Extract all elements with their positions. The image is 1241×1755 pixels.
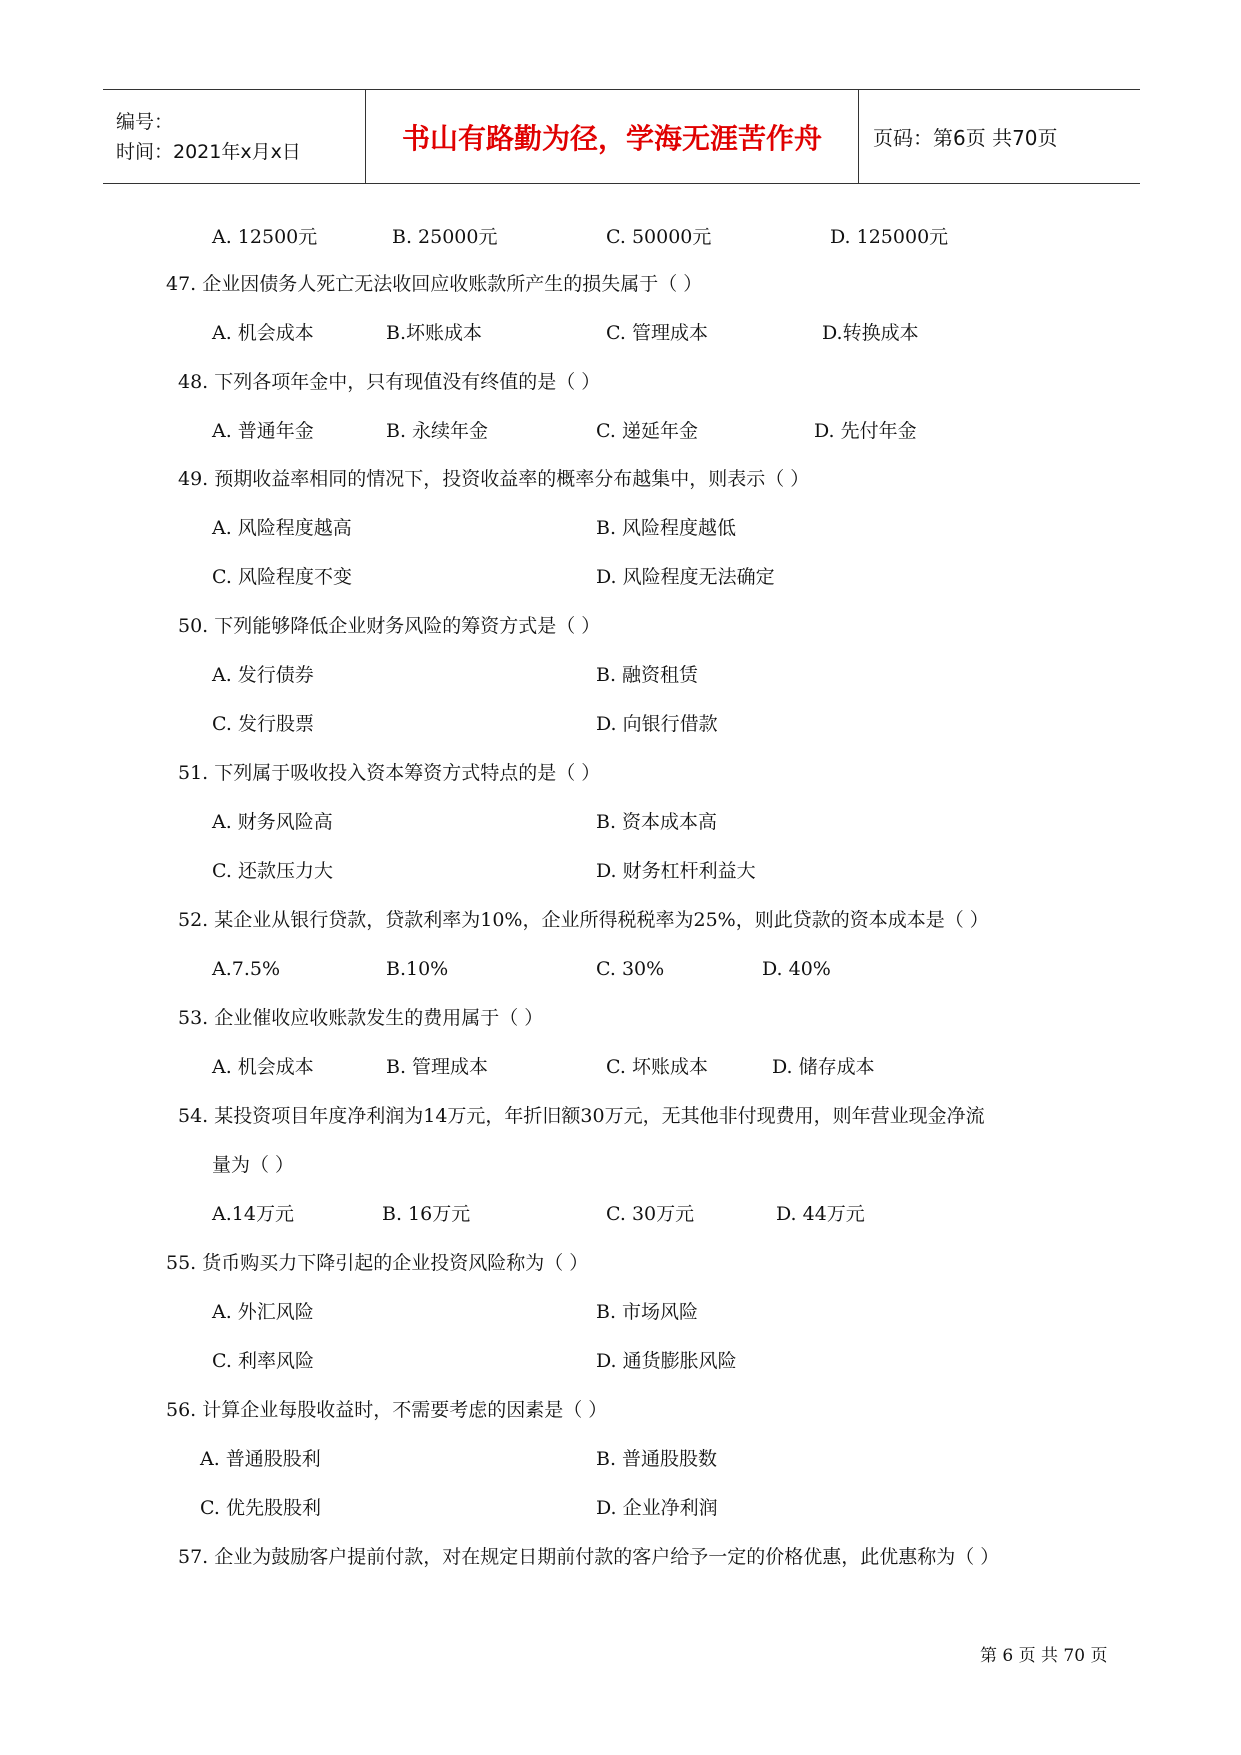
q47-option-c: C. 管理成本 bbox=[606, 322, 708, 344]
q46-option-b: B. 25000元 bbox=[392, 226, 498, 248]
q52-option-b: B.10% bbox=[386, 958, 449, 980]
q48-option-d: D. 先付年金 bbox=[814, 420, 917, 442]
q50-option-d: D. 向银行借款 bbox=[596, 713, 718, 735]
q46-option-c: C. 50000元 bbox=[606, 226, 712, 248]
q46-option-a: A. 12500元 bbox=[212, 226, 318, 248]
q54-stem-continued: 量为（ ） bbox=[212, 1154, 295, 1176]
q46-option-d: D. 125000元 bbox=[830, 226, 949, 248]
q56-option-b: B. 普通股股数 bbox=[596, 1448, 718, 1470]
q47-option-b: B.坏账成本 bbox=[386, 322, 483, 344]
q55-stem: 55. 货币购买力下降引起的企业投资风险称为（ ） bbox=[166, 1252, 589, 1274]
q49-option-d: D. 风险程度无法确定 bbox=[596, 566, 775, 588]
q51-option-b: B. 资本成本高 bbox=[596, 811, 718, 833]
q48-option-b: B. 永续年金 bbox=[386, 420, 489, 442]
q55-option-c: C. 利率风险 bbox=[212, 1350, 314, 1372]
header-meta bbox=[103, 90, 366, 183]
q50-option-b: B. 融资租赁 bbox=[596, 664, 699, 686]
q49-option-a: A. 风险程度越高 bbox=[212, 517, 352, 539]
q48-stem: 48. 下列各项年金中，只有现值没有终值的是（ ） bbox=[178, 371, 601, 393]
q52-option-a: A.7.5% bbox=[212, 958, 281, 980]
q50-option-a: A. 发行债券 bbox=[212, 664, 314, 686]
q56-stem: 56. 计算企业每股收益时，不需要考虑的因素是（ ） bbox=[166, 1399, 608, 1421]
document-number-label: 编号： bbox=[116, 110, 174, 133]
q56-option-c: C. 优先股股利 bbox=[200, 1497, 321, 1519]
q49-stem: 49. 预期收益率相同的情况下，投资收益率的概率分布越集中，则表示（ ） bbox=[178, 468, 810, 490]
header-motto: 书山有路勤为径，学海无涯苦作舟 bbox=[366, 90, 859, 183]
q55-option-a: A. 外汇风险 bbox=[212, 1301, 314, 1323]
page-footer: 第 6 页 共 70 页 bbox=[980, 1646, 1108, 1666]
q51-stem: 51. 下列属于吸收投入资本筹资方式特点的是（ ） bbox=[178, 762, 601, 784]
q55-option-b: B. 市场风险 bbox=[596, 1301, 699, 1323]
q47-option-d: D.转换成本 bbox=[822, 322, 919, 344]
q55-option-d: D. 通货膨胀风险 bbox=[596, 1350, 737, 1372]
q47-stem: 47. 企业因债务人死亡无法收回应收账款所产生的损失属于（ ） bbox=[166, 273, 703, 295]
q53-option-c: C. 坏账成本 bbox=[606, 1056, 708, 1078]
q49-option-c: C. 风险程度不变 bbox=[212, 566, 352, 588]
q53-option-a: A. 机会成本 bbox=[212, 1056, 314, 1078]
q54-option-a: A.14万元 bbox=[212, 1203, 294, 1225]
q53-option-b: B. 管理成本 bbox=[386, 1056, 489, 1078]
q57-stem: 57. 企业为鼓励客户提前付款，对在规定日期前付款的客户给予一定的价格优惠，此优惠称为（ ） bbox=[178, 1546, 1000, 1568]
q49-option-b: B. 风险程度越低 bbox=[596, 517, 737, 539]
q52-stem: 52. 某企业从银行贷款，贷款利率为10%，企业所得税税率为25%，则此贷款的资本成本是（ ） bbox=[178, 909, 989, 931]
q48-option-c: C. 递延年金 bbox=[596, 420, 698, 442]
q54-option-b: B. 16万元 bbox=[382, 1203, 471, 1225]
q50-stem: 50. 下列能够降低企业财务风险的筹资方式是（ ） bbox=[178, 615, 601, 637]
q53-stem: 53. 企业催收应收账款发生的费用属于（ ） bbox=[178, 1007, 544, 1029]
q52-option-d: D. 40% bbox=[762, 958, 831, 980]
q51-option-c: C. 还款压力大 bbox=[212, 860, 333, 882]
header-page-label: 页码：第6页 共70页 bbox=[873, 126, 1058, 150]
document-time-label: 时间：2021年x月x日 bbox=[116, 140, 301, 163]
q56-option-d: D. 企业净利润 bbox=[596, 1497, 718, 1519]
q51-option-a: A. 财务风险高 bbox=[212, 811, 333, 833]
q56-option-a: A. 普通股股利 bbox=[200, 1448, 321, 1470]
q52-option-c: C. 30% bbox=[596, 958, 665, 980]
q54-stem: 54. 某投资项目年度净利润为14万元，年折旧额30万元，无其他非付现费用，则年营业现金净流 bbox=[178, 1105, 985, 1127]
q51-option-d: D. 财务杠杆利益大 bbox=[596, 860, 756, 882]
q53-option-d: D. 储存成本 bbox=[772, 1056, 875, 1078]
q54-option-d: D. 44万元 bbox=[776, 1203, 865, 1225]
q54-option-c: C. 30万元 bbox=[606, 1203, 695, 1225]
q47-option-a: A. 机会成本 bbox=[212, 322, 314, 344]
q48-option-a: A. 普通年金 bbox=[212, 420, 314, 442]
q50-option-c: C. 发行股票 bbox=[212, 713, 314, 735]
page-header bbox=[103, 89, 1140, 184]
